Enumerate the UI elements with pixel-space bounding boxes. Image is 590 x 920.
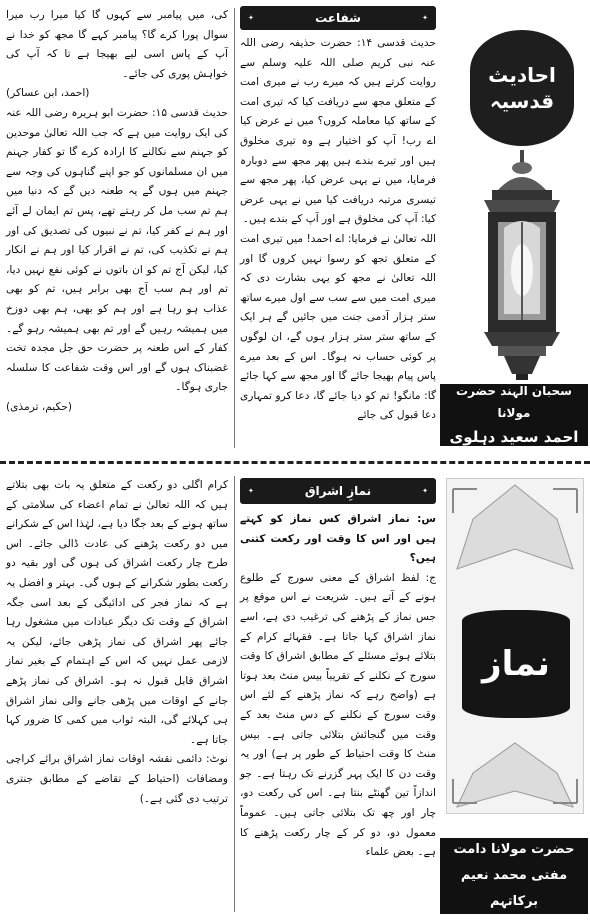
question-text: س: نماز اشراق کس نماز کو کہتے ہیں اور اس کا وقت اور رکعت کتنی ہیں؟ [240,513,436,565]
star-icon: ✦ [422,14,428,22]
banner-title-line1: احادیث [488,63,556,87]
section-header-text: نمازِ اشراق [304,484,372,498]
ahadith-qudsiya-banner [470,30,574,146]
namaz-calligraphy-label [462,610,570,718]
author-box-top [440,384,588,446]
banner-title-line2: قدسیہ [489,89,555,113]
star-icon: ✦ [422,487,428,495]
top-right-reference: (احمد، ابن عساکر) [6,87,90,100]
section-header-text: شفاعت [315,11,361,25]
top-right-reference-2: (حکیم، ترمذی) [6,400,73,413]
section-header-namaz-ishraq [240,478,436,504]
star-icon: ✦ [248,14,254,22]
author-name: احمد سعید دہلوی [449,428,579,446]
author-title: سحبان الہند حضرت مولانا [456,384,572,420]
top-right-intro: کی، میں پیامبر سے کہوں گا کیا میرا رب میرا سوال پورا کرے گا؟ پیامبر کہے گا مجھ کو خدا نے آپ کے پاس اسی لیے بھیجا ہے تا کہ آپ کی خواہش پوری کی جائے۔ [6,9,228,80]
note-text: نوٹ: دائمی نقشہ اوقات نماز اشراق برائے کراچی ومضافات (احتیاط کے تقاضے کے مطابق جنتری ترتیب دی گئی ہے۔) [6,753,228,805]
hadith-15: حدیث قدسی ۱۵: حضرت ابو ہریرہ رضی اللہ عنہ کی ایک روایت میں ہے کہ جب اللہ تعالیٰ موحدین کو جہنم سے نکالنے کا ارادہ کرے گا تو کفار جہنم میں ان مسلمانوں کو جو اپنے گناہوں کی وجہ سے جہنم میں ہوں گے یہ طعنہ دیں گے کہ دنیا میں ہم تم سب مل کر رہتے تھے، پس تم ایمان لے آئے اور ہم نے کفر کیا، تم نے نبیوں کی تصدیق کی اور ہم نے تکذیب کی، تم نے اقرار کیا اور ہم نے انکار کیا، لیکن آج تم کو ان باتوں نے کوئی نفع نہیں دیا، تم اور ہم سب آج بھی برابر ہیں، تم کو بھی عذاب ہو رہا ہے اور ہم کو بھی، ہم بھی دوزخ میں ہمیشہ رہیں گے اور تم بھی ہمیشہ رہو گے۔ کفار کے اس طعنہ پر حضرت حق جل مجدہ تخت غضبناک ہوں گے اور اس وقت شفاعت کا سلسلہ جاری ہوگا۔ [6,106,228,394]
column-divider [234,476,235,912]
bottom-middle-column [240,510,436,914]
star-icon: ✦ [248,487,254,495]
author-title: حضرت مولانا دامت [453,842,575,857]
column-divider [234,8,235,448]
hadith-14-continuation: اللہ تعالیٰ نے فرمایا: اے احمد! میں تیری امت کے متعلق تجھ کو رسوا نہیں کروں گا اور اللہ تعالیٰ نے مجھ کو یہی بشارت دی کہ میری امت میں سے سب سے اول میرے ساتھ ستر ہزار آدمی جنت میں جائیں گے ہر ایک کے ساتھ ستر ستر ہزار ہوں گے، ان لوگوں پر کوئی حساب نہ ہوگا۔ اس کے بعد میرے پاس پیام بھیجا جائے گا اور مجھ سے کہا جائے گا: مانگو! تم کو دیا جائے گا، دعا کرو تمہاری دعا قبول کی جائے [240,232,436,422]
author-box-bottom [440,838,588,914]
hadith-14: حدیث قدسی ۱۴: حضرت حذیفہ رضی اللہ عنہ نبی کریم صلی اللہ علیہ وسلم سے روایت کرتے ہیں کہ میرے رب نے میری امت کے متعلق مجھ سے دریافت کیا کہ تیری امت کے ساتھ کیا معاملہ کروں؟ میں نے عرض کیا اے رب! آپ کو اختیار ہے وہ تیری مخلوق ہیں اور تیرے بندے ہیں پھر مجھ سے دوبارہ فرمایا، میں نے یہی عرض کیا، پھر مجھ سے تیسری مرتبہ دریافت کیا میں نے یہی عرض کیا: آپ کی مخلوق ہے اور آپ کے بندے ہیں۔ [240,37,436,226]
top-right-column [6,6,228,446]
section-divider [0,461,590,464]
lantern-icon [458,150,586,382]
answer-text: ج: لفظ اشراق کے معنی سورج کے طلوع ہونے کے آتے ہیں۔ شریعت نے اس موقع پر جس نماز کے پڑھنے کی ترغیب دی ہے، اسے نماز اشراق کہا جاتا ہے۔ فقہائے کرام کے بتلائے ہوئے مسئلے کے مطابق اشراق کا وقت سورج کے نکلنے کے تقریباً بیس منٹ بعد ہوتا ہے (واضح رہے کہ نماز پڑھنے کے لئے اس وقت سورج کے نکلنے کے دس منٹ بعد کے وقت میں گنجائش بتلائی جاتی ہے۔ بیس منٹ کا وقت احتیاط کے طور پر ہے) اور یہ وقت دن کا ایک پہر گزرنے تک رہتا ہے۔ جو اندازاً تین گھنٹے بنتا ہے۔ اس کی رکعت دو، چار اور چھ تک بتلائی جاتی ہیں۔ عموماً معمول دو، دو کر کے چار رکعت پڑھنے کا ہے۔ بعض علماء [240,571,436,859]
ishraq-explanation: کرام اگلی دو رکعت کے متعلق یہ بات بھی بتلاتے ہیں کہ اللہ تعالیٰ نے تمام اعضاء کی سلامتی کے ساتھ ہونے کے بعد جگا دیا ہے، لہٰذا اس کے شکرانے میں دو رکعت پڑھنے کی عادت ڈالی جائے۔ اس طرح چار رکعت اشراق کی ہوں گی اور بقیہ دو رکعت بطور شکرانے کے ہوں گی۔ بہتر و افضل یہ ہے کہ نماز فجر کی ادائیگی کے بعد اسی جگہ اشراق کے وقت تک دیگر عبادات میں مشغول رہا جائے پھر اشراق کی نماز پڑھی جائے، لیکن یہ لازمی عمل نہیں کہ اس کے اہتمام کے بغیر نماز اشراق قابل قبول نہ ہو۔ اشراق کی نماز پڑھے جانے کے اوقات میں پڑھی جانے والی نماز اشراق ہی کہلائے گی، البتہ ثواب میں کمی کا ضرور کہا جاتا ہے۔ [6,479,228,746]
bottom-right-column [6,476,228,914]
section-header-shafaat [240,6,436,30]
namaz-label-text: نماز [482,644,550,684]
top-middle-column [240,34,436,446]
author-name: مفتی محمد نعیم برکاتہم [460,868,568,909]
